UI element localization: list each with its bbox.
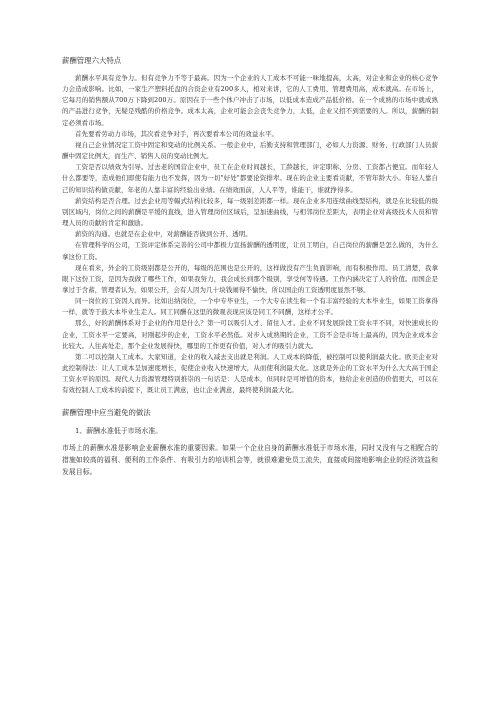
section-title: 薪酬管理中应当避免的做法 — [62, 407, 151, 417]
list-item-text: 市场上的薪酬水准是影响企业薪酬水准的重要因素。如果一个企业自身的薪酬水准低于市场水准，同时又没有与之相配合的措施如较高的福利、便利的工作条件、有吸引力的培训机会等，就很难避免员工流失，直接或间接地影响企业的经济效益和发展目标。 — [62, 443, 438, 476]
paragraph-6: 薪资的沟通。也就是在企业中，对薪酬能否做到公开、透明。 — [75, 230, 252, 239]
document-page — [62, 56, 438, 478]
paragraph-9: 同一岗位的工资因人而异。比如出纳岗位，一个中专毕业生，一个大专在读生和一个有丰富经验的大本毕业生，如果工资拿得一样，就等于鼓大本毕业生走人。同工同酬在这里的微观表现应该是同工不同酬，这样才公平。 — [62, 297, 438, 317]
paragraph-4: 工资是否以绩效为引导。过去老的国营企业中，员工在企业时间越长，工龄越长，评定职称、分房、工资都占便宜。而年轻人什么都要等，造成他们即使有能力也不发挥，因为一切"好处"都要论资排辈。现在的企业主要看贡献，不管年龄大小。年轻人靠自己的知识结构做贡献，年老的人靠丰富的经验出业绩。在绩效面前，人人平等，谁能干，谁就挣得多。 — [62, 163, 438, 194]
list-item-heading: 1、薪酬水准低于市场水准。 — [75, 426, 163, 435]
paragraph-2: 首先要看劳动力市场，其次看竞争对手，再次要看本公司的效益水平。 — [75, 129, 279, 138]
paragraph-5: 薪资结构是否合理。过去企业用等幅式结构比较多，每一级别差距都一样。现在企业多用连续曲线型结构，就是在比较低的级别区域内，岗位之间的薪酬是平缓的直线，进入管理岗位区域后，呈加速曲线，与相邻岗位差距大，表明企业对高级技术人员和管理人员的贡献的肯定和激励。 — [62, 196, 438, 228]
paragraph-11: 第二可以控制人工成本。大家知道，企业的收入减去支出就是利润。人工成本的降低，被控制可以使利润最大化。欧美企业对此控制得法：让人工成本呈加速度增长，促使企业收入快速增大，从而使利润最大化。这就是外企的工资水平为什么大大高于国企工资水平的原因。现代人力资源管理特别推崇的一句话是：人是成本，但同时是可增值的资本，他给企业创造的价值更大，可以在有效控制人工成本的前提下，既让员工满意，也让企业满意，最终使利润最大化。 — [62, 352, 438, 395]
paragraph-7: 在管理科学的公司，工资评定体系完善的公司中都极力宣扬薪酬的透明度，让员工明白，自己岗位的薪酬是怎么做的，为什么拿这份工资。 — [62, 241, 438, 261]
paragraph-10: 那么，好的薪酬体系对于企业的作用是什么？第一可以吸引人才、留住人才。企业不同发展阶段工资水平不同，对快速成长的企业，工资水平一定要高，对刚起步的企业，工资水平必然低。对步入成熟期的企业，工资不会是市场上最高的，因为企业成本会比较大。人往高处走，那个企业发展得快，哪里的工作更有价值，对人才的吸引力就大。 — [62, 319, 438, 350]
paragraph-8: 现在看来，外企的工资级别都是公开的，每级的范围也是公开的，这样做没有产生负面影响，而有积极作用。员工清楚，我拿眼下这份工资，是因为我做了哪些工作，如果我努力，我会成长到那个级别，享受何等待遇。工作内涵决定了人的价值。而国企是拿过于含蓄，管理者认为，如果公开，会有人因为几十块钱闹得不愉快，所以国企的工资透明度显然不够。 — [62, 263, 438, 294]
document-title: 薪酬管理六大特点 — [62, 56, 122, 65]
section-spacer — [62, 397, 438, 408]
paragraph-1: 薪酬水平具有竞争力。但有竞争力不等于最高。因为一个企业的人工成本不可能一味地提高，太高，对企业和企业的核心竞争力会造成影响。比如，一家生产塑料托盘的合资企业有200多人，相对来讲，它的人工费用、管理费用高，成本就高。在市场上，它每月的销售额从700万下降到200万。原因在于一些个体户冲击了市场，以低成本造成产品低价格。在一个成熟的市场中就成熟的产品进行竞争，无疑是残酷的价格竞争。成本太高，企业可能会会丧失竞争力，太低，企业又招不到需要的人。所以，薪酬的制定必须看市场。 — [62, 74, 438, 127]
paragraph-3: 视自己企业情况定工资中固定和变动的比例关系。一般企业中，后勤支持和管理部门，必如人力资源、财务、行政部门人员薪酬中固定比例大，而生产、销售人员的变动比例大。 — [62, 140, 438, 161]
